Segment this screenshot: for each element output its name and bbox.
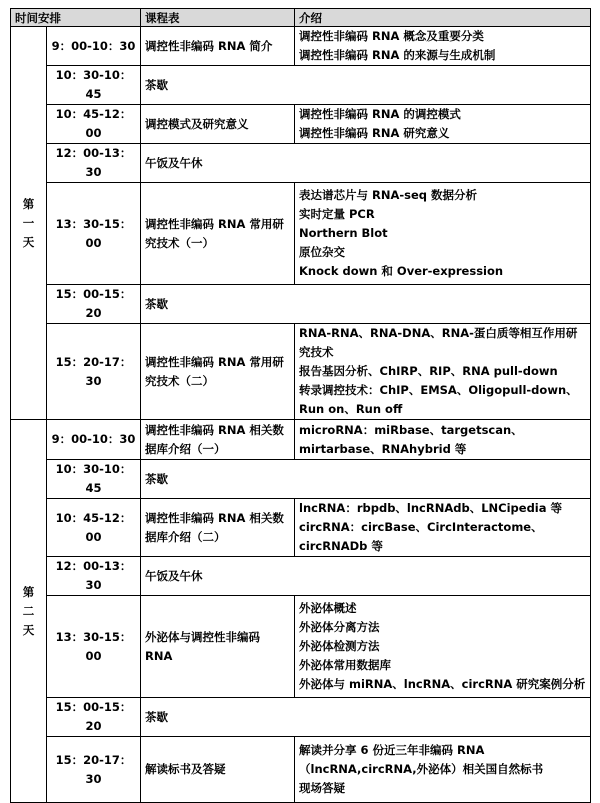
intro-line: circRNA：circBase、CircInteractome、circRNADb 等 bbox=[299, 520, 543, 553]
time-slot: 13：30-15：00 bbox=[47, 183, 141, 285]
break-row bbox=[11, 285, 591, 324]
session-row bbox=[11, 420, 591, 460]
schedule-table bbox=[10, 8, 591, 803]
intro-line: 表达谱芯片与 RNA-seq 数据分析 bbox=[299, 188, 478, 202]
break-label: 茶歇 bbox=[141, 285, 591, 324]
intro-cell bbox=[295, 596, 591, 698]
intro-line: 现场答疑 bbox=[299, 781, 345, 795]
break-row bbox=[11, 557, 591, 596]
course-title: 外泌体与调控性非编码 RNA bbox=[141, 596, 295, 698]
break-label: 午饭及午休 bbox=[141, 557, 591, 596]
intro-cell bbox=[295, 420, 591, 460]
time-slot: 12：00-13：30 bbox=[47, 144, 141, 183]
intro-line: 外泌体分离方法 bbox=[299, 620, 380, 634]
break-row bbox=[11, 144, 591, 183]
intro-line: 原位杂交 bbox=[299, 245, 345, 259]
time-slot: 9：00-10：30 bbox=[47, 27, 141, 66]
time-slot: 10：30-10：45 bbox=[47, 66, 141, 105]
intro-line: lncRNA：rbpdb、lncRNAdb、LNCipedia 等 bbox=[299, 501, 563, 515]
break-row bbox=[11, 66, 591, 105]
day-label: 第 二 天 bbox=[11, 420, 47, 803]
schedule-body bbox=[11, 27, 591, 803]
intro-line: 外泌体检测方法 bbox=[299, 639, 380, 653]
intro-line: 转录调控技术：ChIP、EMSA、Oligopull-down、Run on、Run off bbox=[299, 383, 578, 416]
session-row bbox=[11, 596, 591, 698]
time-slot: 10：30-10：45 bbox=[47, 460, 141, 499]
intro-cell bbox=[295, 737, 591, 803]
header-time: 时间安排 bbox=[11, 9, 141, 27]
intro-line: 调控性非编码 RNA 的来源与生成机制 bbox=[299, 48, 496, 62]
time-slot: 13：30-15：00 bbox=[47, 596, 141, 698]
course-title: 调控性非编码 RNA 相关数据库介绍（一） bbox=[141, 420, 295, 460]
break-label: 茶歇 bbox=[141, 698, 591, 737]
intro-line: RNA-RNA、RNA-DNA、RNA-蛋白质等相互作用研究技术 bbox=[299, 326, 578, 359]
time-slot: 15：20-17：30 bbox=[47, 324, 141, 420]
intro-cell bbox=[295, 499, 591, 557]
intro-line: 实时定量 PCR bbox=[299, 207, 375, 221]
intro-line: 外泌体概述 bbox=[299, 601, 357, 615]
break-label: 茶歇 bbox=[141, 460, 591, 499]
session-row bbox=[11, 499, 591, 557]
session-row bbox=[11, 324, 591, 420]
header-intro: 介绍 bbox=[295, 9, 591, 27]
intro-cell bbox=[295, 183, 591, 285]
intro-line: 外泌体与 miRNA、lncRNA、circRNA 研究案例分析 bbox=[299, 677, 586, 691]
break-label: 茶歇 bbox=[141, 66, 591, 105]
intro-line: 外泌体常用数据库 bbox=[299, 658, 391, 672]
time-slot: 15：00-15：20 bbox=[47, 698, 141, 737]
session-row bbox=[11, 27, 591, 66]
session-row bbox=[11, 737, 591, 803]
day-label: 第 一 天 bbox=[11, 27, 47, 420]
course-title: 调控模式及研究意义 bbox=[141, 105, 295, 144]
intro-line: 调控性非编码 RNA 研究意义 bbox=[299, 126, 450, 140]
course-title: 调控性非编码 RNA 常用研究技术（二） bbox=[141, 324, 295, 420]
time-slot: 12：00-13：30 bbox=[47, 557, 141, 596]
intro-line: 调控性非编码 RNA 的调控模式 bbox=[299, 107, 461, 121]
intro-line: Northern Blot bbox=[299, 226, 388, 240]
intro-line: Knock down 和 Over-expression bbox=[299, 264, 504, 278]
time-slot: 15：00-15：20 bbox=[47, 285, 141, 324]
time-slot: 10：45-12：00 bbox=[47, 105, 141, 144]
time-slot: 15：20-17：30 bbox=[47, 737, 141, 803]
intro-line: microRNA：miRbase、targetscan、mirtarbase、RNAhybrid 等 bbox=[299, 422, 523, 456]
intro-line: 解读并分享 6 份近三年非编码 RNA（lncRNA,circRNA,外泌体）相关国自然标书 bbox=[299, 743, 544, 776]
break-row bbox=[11, 460, 591, 499]
course-title: 调控性非编码 RNA 常用研究技术（一） bbox=[141, 183, 295, 285]
session-row bbox=[11, 183, 591, 285]
header-course: 课程表 bbox=[141, 9, 295, 27]
break-label: 午饭及午休 bbox=[141, 144, 591, 183]
intro-line: 调控性非编码 RNA 概念及重要分类 bbox=[299, 29, 484, 43]
course-title: 调控性非编码 RNA 简介 bbox=[141, 27, 295, 66]
intro-cell bbox=[295, 324, 591, 420]
course-title: 调控性非编码 RNA 相关数据库介绍（二） bbox=[141, 499, 295, 557]
session-row bbox=[11, 105, 591, 144]
header-row bbox=[11, 9, 591, 27]
course-title: 解读标书及答疑 bbox=[141, 737, 295, 803]
time-slot: 10：45-12：00 bbox=[47, 499, 141, 557]
intro-line: 报告基因分析、ChIRP、RIP、RNA pull-down bbox=[299, 364, 558, 378]
intro-cell bbox=[295, 105, 591, 144]
time-slot: 9：00-10：30 bbox=[47, 420, 141, 460]
intro-cell bbox=[295, 27, 591, 66]
